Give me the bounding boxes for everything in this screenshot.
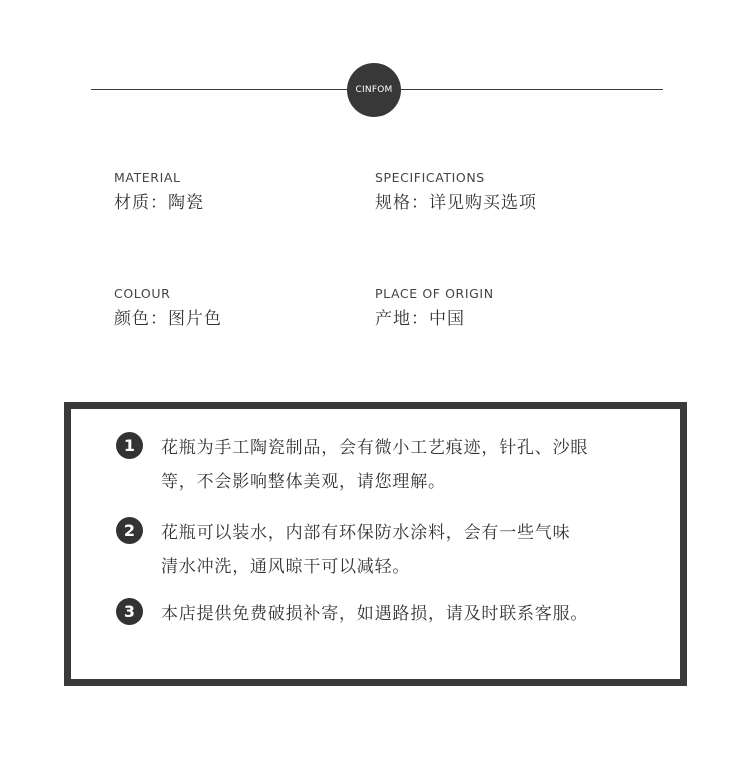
- spec-origin-label: PLACE OF ORIGIN: [375, 286, 494, 301]
- notice-text: [161, 597, 651, 631]
- spec-material: [114, 170, 204, 214]
- notice-text: [161, 431, 651, 499]
- spec-colour-value: 颜色：图片色: [114, 309, 222, 329]
- brand-badge: [347, 63, 401, 117]
- notice-text: [161, 516, 651, 584]
- notice-number-badge: 3: [116, 598, 143, 625]
- spec-specifications: [375, 170, 537, 214]
- spec-colour-label: COLOUR: [114, 286, 171, 301]
- spec-colour: [114, 286, 222, 330]
- spec-material-label: MATERIAL: [114, 170, 181, 185]
- notice-line: 清水冲洗，通风晾干可以减轻。: [161, 557, 411, 577]
- notice-number-badge: 1: [116, 432, 143, 459]
- notice-line: 本店提供免费破损补寄，如遇路损，请及时联系客服。: [161, 604, 589, 624]
- notice-line: 等，不会影响整体美观，请您理解。: [161, 472, 446, 492]
- header-divider-left: [91, 89, 349, 90]
- notice-number-badge: 2: [116, 517, 143, 544]
- spec-origin-value: 产地：中国: [375, 309, 465, 329]
- spec-specifications-label: SPECIFICATIONS: [375, 170, 485, 185]
- spec-material-value: 材质：陶瓷: [114, 193, 204, 213]
- spec-specifications-value: 规格：详见购买选项: [375, 193, 537, 213]
- brand-name: CINFOM: [355, 85, 393, 95]
- header-divider-right: [400, 89, 663, 90]
- notice-line: 花瓶为手工陶瓷制品，会有微小工艺痕迹，针孔、沙眼: [161, 438, 589, 458]
- spec-origin: [375, 286, 494, 330]
- notice-line: 花瓶可以装水，内部有环保防水涂料，会有一些气味: [161, 523, 571, 543]
